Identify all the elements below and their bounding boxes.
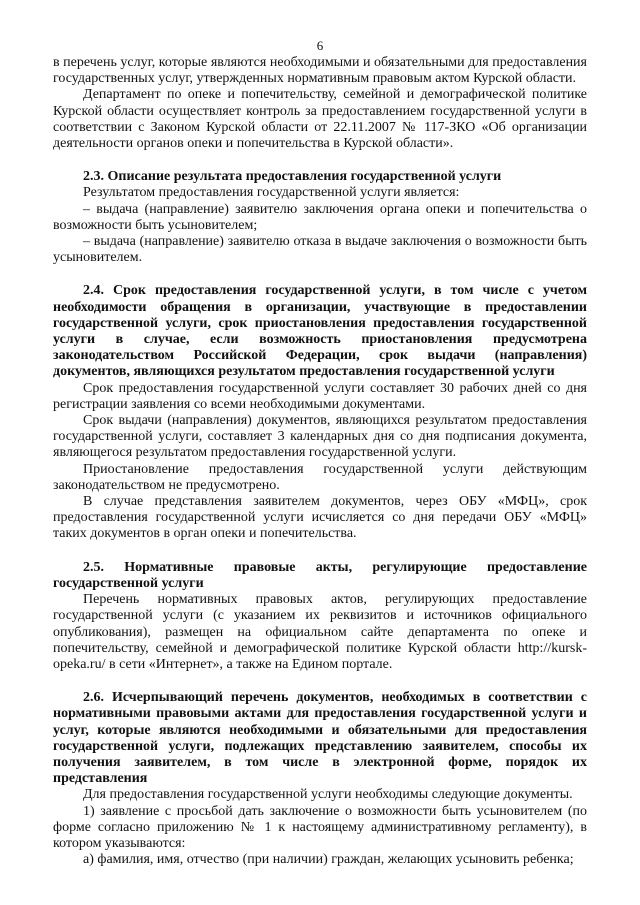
section-heading: 2.6. Исчерпывающий перечень документов, необходимых в соответствии с нормативными правовыми актами для предоставления государственной услуги и услуг, которые являются необходимыми и обязательными для предоставления государственной услуги, подлежащих представлению заявителем, способы их получения заявителем, в том числе в электронной форме, порядок их представления [53, 690, 587, 787]
paragraph: в перечень услуг, которые являются необходимыми и обязательными для предоставления государственных услуг, утвержденных нормативным правовым актом Курской области. [53, 55, 587, 87]
paragraph: а) фамилия, имя, отчество (при наличии) граждан, желающих усыновить ребенка; [83, 852, 574, 868]
paragraph-gap [53, 543, 587, 560]
paragraph: Департамент по опеке и попечительству, семейной и демографической политике Курской области осуществляет контроль за предоставлением государственной услуги в соответствии с Законом Курской области от 22.11.2007 № 117-ЗКО «Об организации деятельности органов опеки и попечительства в Курской области». [53, 87, 587, 152]
paragraph-gap [53, 266, 587, 283]
paragraph: Срок выдачи (направления) документов, являющихся результатом предоставления государственной услуги, составляет 3 календарных дня со дня подписания документа, являющегося результатом предоставления государственной услуги. [53, 413, 587, 461]
paragraph-gap [53, 152, 587, 169]
paragraph: Срок предоставления государственной услуги составляет 30 рабочих дней со дня регистрации заявления со всеми необходимыми документами. [53, 380, 587, 412]
section-heading: 2.4. Срок предоставления государственной услуги, в том числе с учетом необходимости обращения в организации, участвующие в предоставлении государственной услуги, срок приостановления предоставления государственной услуги в случае, если возможность приостановления предусмотрена законодательством Российской Федерации, срок выдачи (направления) документов, являющихся результатом предоставления государственной услуги [53, 283, 587, 380]
paragraph: – выдача (направление) заявителю отказа в выдаче заключения о возможности быть усыновителем. [53, 234, 587, 266]
paragraph: Приостановление предоставления государственной услуги действующим законодательством не предусмотрено. [53, 461, 587, 493]
paragraph: Результатом предоставления государственной услуги является: [83, 185, 460, 201]
section-heading: 2.5. Нормативные правовые акты, регулирующие предоставление государственной услуги [53, 559, 587, 591]
paragraph-gap [53, 673, 587, 690]
paragraph: Для предоставления государственной услуги необходимы следующие документы. [83, 787, 573, 803]
section-heading: 2.3. Описание результата предоставления государственной услуги [83, 169, 502, 185]
paragraph: 1) заявление с просьбой дать заключение о возможности быть усыновителем (по форме согласно приложению № 1 к настоящему административному регламенту), в котором указываются: [53, 803, 587, 851]
paragraph: – выдача (направление) заявителю заключения органа опеки и попечительства о возможности быть усыновителем; [53, 201, 587, 233]
document-body [53, 55, 587, 868]
page-number: 6 [316, 38, 324, 53]
paragraph: Перечень нормативных правовых актов, регулирующих предоставление государственной услуги (с указанием их реквизитов и источников официального опубликования), размещен на официальном сайте департамента по опеке и попечительству, семейной и демографической политике Курской области http://kursk-opeka.ru/ в сети «Интернет», а также на Едином портале. [53, 592, 587, 672]
paragraph: В случае представления заявителем документов, через ОБУ «МФЦ», срок предоставления государственной услуги исчисляется со дня передачи ОБУ «МФЦ» таких документов в орган опеки и попечительства. [53, 494, 587, 542]
